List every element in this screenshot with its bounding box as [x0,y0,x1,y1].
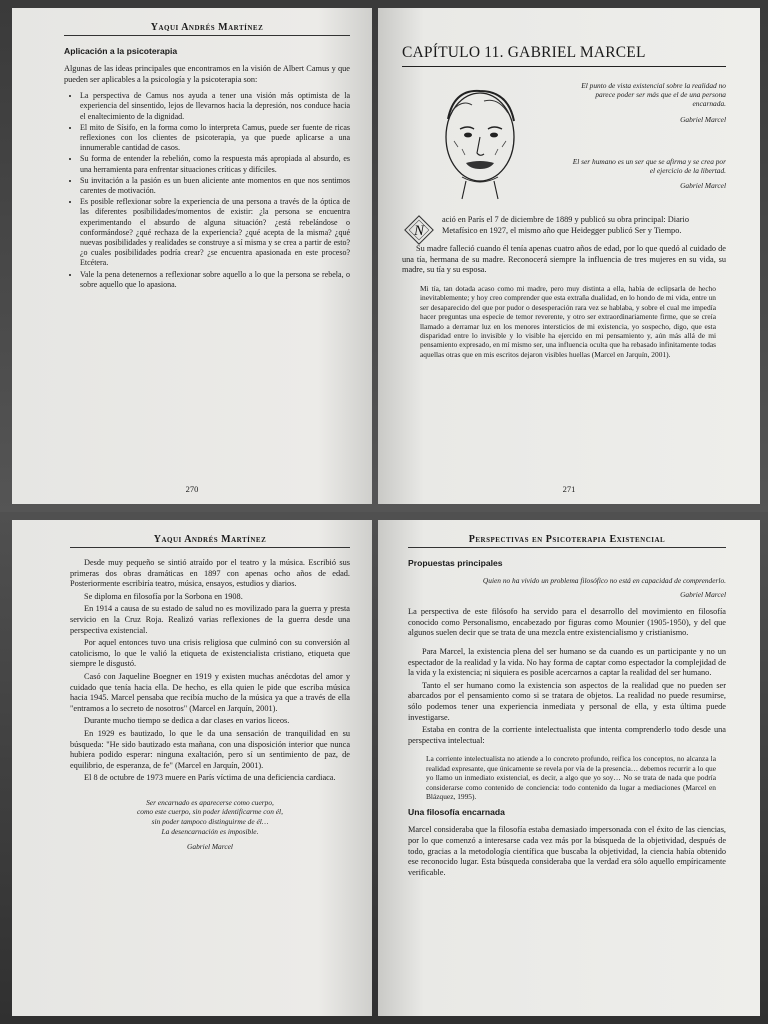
page-270 [12,8,372,504]
body-paragraph: Marcel consideraba que la filosofía estaba demasiado impersonada con el éxito de las ciencias, por lo que comenzó a interesarse cada vez más por la búsqueda de la objetividad, después de todo, gracias a la metodología científica que buscaba la objetividad, la ciencia había obtenido ese reconocido lugar. Esta búsqueda consideraba que la verdad era sólo aquello empíricamente verificable. [408,825,726,877]
quote-text: El punto de vista existencial sobre la realidad no parece poder ser más que el de una persona encarnada. [581,81,726,109]
chapter-title: CAPÍTULO 11. GABRIEL MARCEL [402,44,726,67]
block-quote: Mi tía, tan dotada acaso como mi madre, pero muy distinta a ella, había de eclipsarla de hecho inevitablemente; y hoy creo comprender que esta extraña dualidad, en lo hondo de mi vida, entre un ser desaparecido del que por pudor o desesperación rara vez se hablaba, y sobre el cual me impedía hacer preguntas una especie de temor reverente, y otro ser extraordinariamente firme, que se creía llamado a derramar luz en los menores intersticios de mi existencia, yo sospecho, digo, que esta disparidad entre lo invisible y lo visible ha ejercido en mi pensamiento y, aún más allá de mi pensamiento expresado, en mí mismo ser, una influencia oculta que ha rebasado infinitamente todas aquellas otras que en mis escritos dejaron visibles huellas (Marcel en Jarquín, 2001). [420,283,716,359]
epigraph-quote [566,157,726,191]
intro-paragraph: Algunas de las ideas principales que encontramos en la visión de Albert Camus y que pueden ser aplicables a la psicología y la psicoterapia son: [64,64,350,84]
body-paragraph: Tanto el ser humano como la existencia son aspectos de la realidad que no pueden ser abarcados por el pensamiento como si se tratara de objetos. La realidad no puede resumirse, sólo podemos tener una experiencia inmediata y personal de ella, y esta última puede investigarse. [408,680,726,722]
list-item: • La perspectiva de Camus nos ayuda a tener una visión más optimista de la experiencia del sinsentido, lejos de llevarnos hacia la depresión, nos conduce hacia el enaltecimiento de la dignidad. [80,91,350,122]
list-item: • El mito de Sísifo, en la forma como lo interpreta Camus, puede ser fuente de ricas reflexiones con los clientes de psicoterapia, ya que puede aplicarse a una innumerable cantidad de casos. [80,123,350,154]
quote-author: Gabriel Marcel [187,842,233,852]
dropcap-letter: N [413,223,425,239]
quote-line: La desencarnación es imposible. [161,826,259,836]
body-paragraph: Por aquel entonces tuvo una crisis religiosa que culminó con su conversión al catolicismo, lo que le valió la etiqueta de existencialista cristiano, etiqueta que siempre le disgustó. [70,638,350,669]
bullet-list [64,91,350,290]
quote-text: El ser humano es un ser que se afirma y se crea por el ejercicio de la libertad. [572,157,726,176]
section-title: Propuestas principales [408,558,503,568]
running-head: Yaqui Andrés Martínez [70,534,350,548]
dropcap-text: ació en París el 7 de diciembre de 1889 y publicó su obra principal: Diario Metafísico en 1927, el mismo año que Heidegger publicó Ser y Tiempo. [442,215,689,235]
portrait-sketch [432,79,528,201]
list-item: • Es posible reflexionar sobre la experiencia de una persona a través de la óptica de las diferentes posibilidades/momentos de existir: ¿la persona se encuentra experimentando el absurdo de alguna situación? ¿está rebelándose o conformándose? ¿qué rechaza de la experiencia? ¿qué acepta de la misma? ¿qué nuevas posibilidades y realidades se construye a sí misma y se crea a partir de esto? ¿o cuales posibilidades podría crear? ¿se encuentra apasionada en este proceso? Etcétera. [80,197,350,268]
body-paragraph: Estaba en contra de la corriente intelectualista que intenta comprenderlo todo desde una perspectiva intelectual: [408,725,726,745]
body-paragraph: Su madre falleció cuando él tenía apenas cuatro años de edad, por lo que quedó al cuidado de una tía, hermana de su madre. Reconocerá siempre la influencia de tres mujeres en su vida, su madre, su tía y su esposa. [402,244,726,275]
portrait-quotes-row [402,77,726,207]
bottom-spread [0,512,768,1024]
body-paragraph: Durante mucho tiempo se dedica a dar clases en varios liceos. [84,716,290,726]
center-quote [70,798,350,836]
epigraph-quote: Quien no ha vivido un problema filosófico no está en capacidad de comprenderlo. [482,576,726,585]
quote-line: como este cuerpo, sin poder identificarme con él, [137,807,283,817]
page-number: 271 [562,484,576,494]
body-paragraph: La perspectiva de este filósofo ha servido para el desarrollo del movimiento en filosofía conocido como Personalismo, encabezado por figuras como Mounier (1905-1950), y del que algunos suelen decir que se trata de una mezcla entre existencialismo y cristianismo. [408,607,726,638]
body-paragraph: Para Marcel, la existencia plena del ser humano se da cuando es un participante y no un espectador de la realidad y la vida. No hay forma de captar como espectador la complejidad de la vida y la existencia; ni siquiera es posible acercarnos a captar la realidad del ser humano. [408,646,726,678]
page-271 [378,8,760,504]
body-paragraph: Se diploma en filosofía por la Sorbona en 1908. [84,591,243,601]
body-paragraph: En 1914 a causa de su estado de salud no es movilizado para la guerra y presta servicio en la Cruz Roja. Realizó varias reflexiones de la guerra desde una perspectiva existencial. [70,604,350,635]
quote-line: sin poder tampoco distinguirme de él… [151,817,269,827]
quote-author: Gabriel Marcel [680,589,726,599]
running-head: Perspectivas en Psicoterapia Existencial [408,534,726,548]
running-head: Yaqui Andrés Martínez [64,22,350,36]
dropcap-ornament [404,215,434,245]
quote-author: Gabriel Marcel [680,181,726,191]
body-paragraph: Desde muy pequeño se sintió atraído por el teatro y la música. Escribió sus primeras dos obras dramáticas en 1897 con apenas ocho años de edad. Posteriormente escribiría teatro, música, ensayos, estudios y diarios. [70,558,350,589]
page-273 [378,520,760,1016]
quote-author: Gabriel Marcel [680,114,726,124]
body-paragraph: En 1929 es bautizado, lo que le da una sensación de tranquilidad en su búsqueda: "He sido bautizado esta mañana, con una disposición interior que nunca hubiera podido esperar: ninguna exaltación, pero sí un sentimiento de paz, de equilibrio, de esperanza, de fe" (Marcel en Jarquín, 2001). [70,728,350,770]
section-title: Aplicación a la psicoterapia [64,46,178,56]
epigraph-quote [566,81,726,124]
list-item: • Su forma de entender la rebelión, como la respuesta más apropiada al absurdo, es una herramienta para enfrentar situaciones críticas y difíciles. [80,154,350,174]
body-paragraph: El 8 de octubre de 1973 muere en París víctima de una deficiencia cardiaca. [84,773,336,783]
list-item: • Vale la pena detenernos a reflexionar sobre aquello a lo que la persona se rebela, o sobre aquello que lo apasiona. [80,270,350,290]
page-number: 270 [185,484,199,494]
block-quote: La corriente intelectualista no atiende a lo concreto profundo, reifica los conceptos, no alcanza la realidad expresante, que únicamente se revela por vía de la presencia… debemos recurrir a lo que yo llamo un inmediato existencial, es decir, a algo que yo soy… No se trata de nada que podría considerarse como contenido de conciencia: todo contenido da lugar a mediaciones (Marcel en Blázquez, 1995). [426,754,716,801]
subsection-title: Una filosofía encarnada [408,807,505,818]
opening-paragraph [402,215,726,239]
quote-line: Ser encarnado es aparecerse como cuerpo, [146,797,274,807]
list-item: • Su invitación a la pasión es un buen aliciente ante momentos en que nos sentimos carentes de motivación. [80,176,350,196]
body-paragraph: Casó con Jaqueline Boegner en 1919 y existen muchas anécdotas del amor y cuidado que tenía hacia ella. De hecho, es ella quien le pide que escriba música hacia 1945. Marcel pensaba que recibía mucho de la música ya que a través de ella "entramos a lo secreto de nosotros" (Marcel en Jarquín, 2001). [70,671,350,713]
page-272 [12,520,372,1016]
